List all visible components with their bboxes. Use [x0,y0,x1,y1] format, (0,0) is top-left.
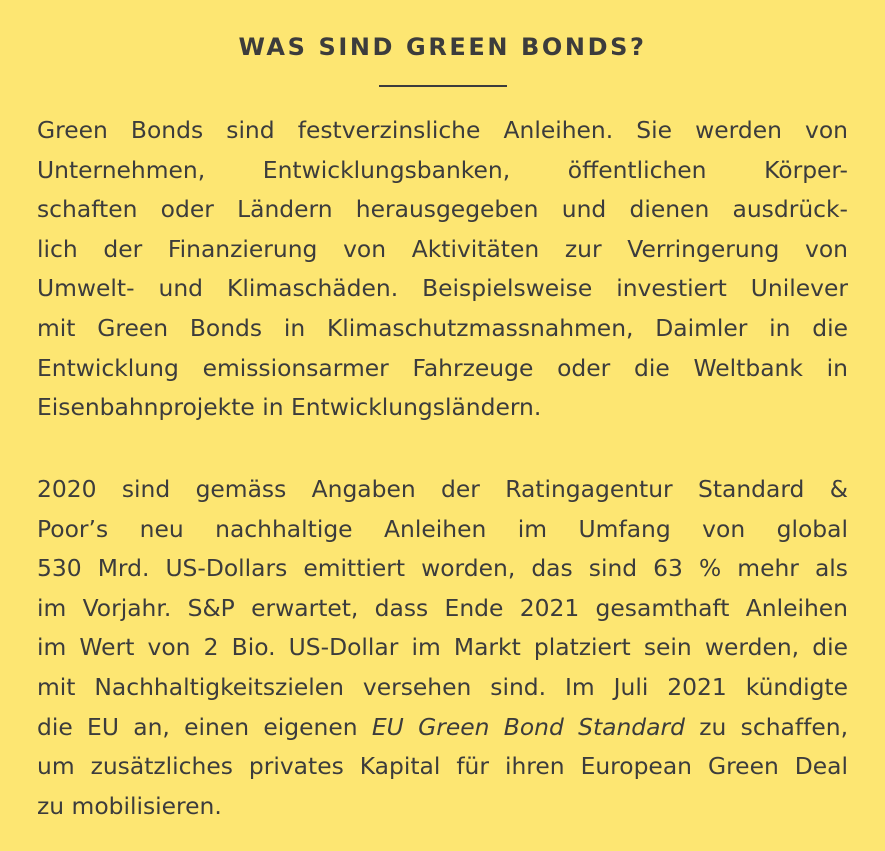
paragraph-line: Entwicklung emissionsarmer Fahrzeuge oder die Weltbank in [37,353,848,382]
paragraph-line: 530 Mrd. US-Dollars emittiert worden, das sind 63 % mehr als [37,554,848,583]
paragraph-line: Umwelt- und Klimaschäden. Beispielsweise investiert Unilever [37,274,848,303]
paragraph-line: Unternehmen, Entwicklungsbanken, öffentlichen Körper- [37,155,848,184]
paragraph-definition [37,111,848,428]
paragraph-line: im Vorjahr. S&P erwartet, dass Ende 2021 gesamthaft Anleihen [37,593,848,622]
title-underline [379,85,507,87]
text-run: die EU an, einen eigenen [37,712,372,741]
paragraph-line: Eisenbahnprojekte in Entwicklungsländern. [37,393,542,422]
paragraph-line: um zusätzliches privates Kapital für ihren European Green Deal [37,752,848,781]
paragraph-line: Green Bonds sind festverzinsliche Anleihen. Sie werden von [37,116,848,144]
paragraph-line: Poor’s neu nachhaltige Anleihen im Umfang von global [37,514,848,543]
paragraph-line: lich der Finanzierung von Aktivitäten zur Verringerung von [37,234,848,263]
paragraph-line: zu mobilisieren. [37,791,222,820]
paragraph-market-data [37,470,848,826]
paragraph-line: 2020 sind gemäss Angaben der Ratingagentur Standard & [37,475,848,503]
text-run: zu schaffen, [684,712,849,741]
standard-name-italic: EU Green Bond Standard [371,712,685,741]
paragraph-line-with-italic [37,708,848,748]
section-title: WAS SIND GREEN BONDS? [238,33,647,61]
paragraph-line: im Wert von 2 Bio. US-Dollar im Markt platziert sein werden, die [37,633,848,662]
paragraph-line: mit Nachhaltigkeitszielen versehen sind. Im Juli 2021 kündigte [37,672,848,701]
paragraph-line: schaften oder Ländern herausgegeben und dienen ausdrück- [37,195,848,224]
paragraph-line: mit Green Bonds in Klimaschutzmassnahmen, Daimler in die [37,313,848,342]
